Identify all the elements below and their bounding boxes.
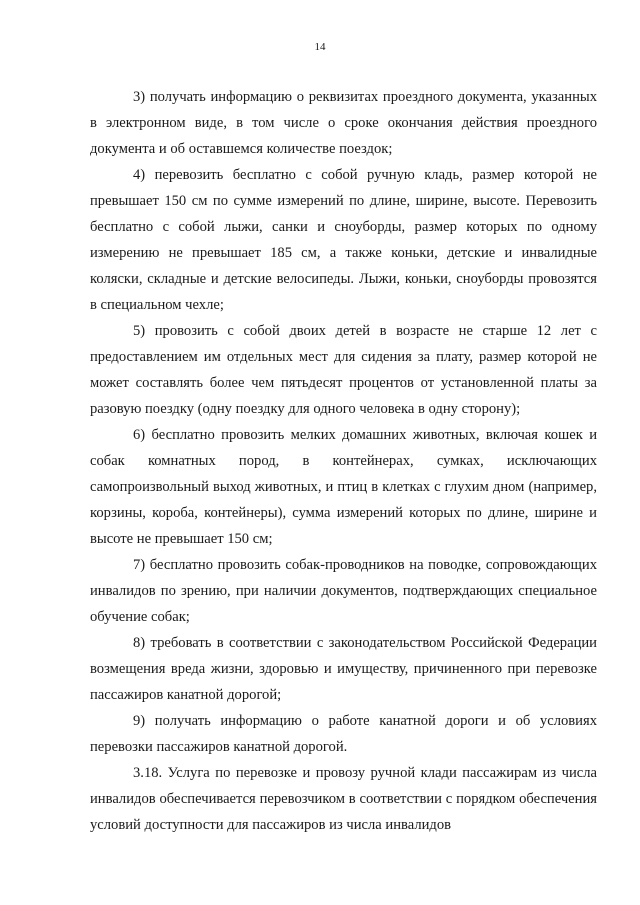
page-number: 14: [314, 41, 326, 53]
paragraph-item-7: 7) бесплатно провозить собак-проводников на поводке, сопровождающих инвалидов по зрению, при наличии документов, подтверждающих специальное обучение собак;: [90, 557, 597, 625]
paragraph-item-8: 8) требовать в соответствии с законодательством Российской Федерации возмещения вреда жизни, здоровью и имуществу, причиненного при перевозке пассажиров канатной дорогой;: [90, 635, 597, 703]
paragraph-item-9: 9) получать информацию о работе канатной дороги и об условиях перевозки пассажиров канатной дорогой.: [90, 713, 597, 755]
document-body: [90, 84, 597, 838]
paragraph-item-6: 6) бесплатно провозить мелких домашних животных, включая кошек и собак комнатных пород, в контейнерах, сумках, исключающих самопроизвольный выход животных, и птиц в клетках с глухим дном (например, корзины, короба, контейнеры), сумма измерений которых по длине, ширине и высоте не превышает 150 см;: [90, 427, 597, 547]
paragraph-item-4: 4) перевозить бесплатно с собой ручную кладь, размер которой не превышает 150 см по сумме измерений по длине, ширине, высоте. Перевозить бесплатно с собой лыжи, санки и сноуборды, размер которых по одному измерению не превышает 185 см, а также коньки, детские и инвалидные коляски, складные и детские велосипеды. Лыжи, коньки, сноуборды провозятся в специальном чехле;: [90, 167, 597, 313]
paragraph-section-3-18: 3.18. Услуга по перевозке и провозу ручной клади пассажирам из числа инвалидов обеспечивается перевозчиком в соответствии с порядком обеспечения условий доступности для пассажиров из числа инвалидов: [90, 765, 597, 833]
paragraph-item-3: 3) получать информацию о реквизитах проездного документа, указанных в электронном виде, в том числе о сроке окончания действия проездного документа и об оставшемся количестве поездок;: [90, 89, 597, 157]
paragraph-item-5: 5) провозить с собой двоих детей в возрасте не старше 12 лет с предоставлением им отдельных мест для сидения за плату, размер которой не может составлять более чем пятьдесят процентов от установленной платы за разовую поездку (одну поездку для одного человека в одну сторону);: [90, 323, 597, 417]
